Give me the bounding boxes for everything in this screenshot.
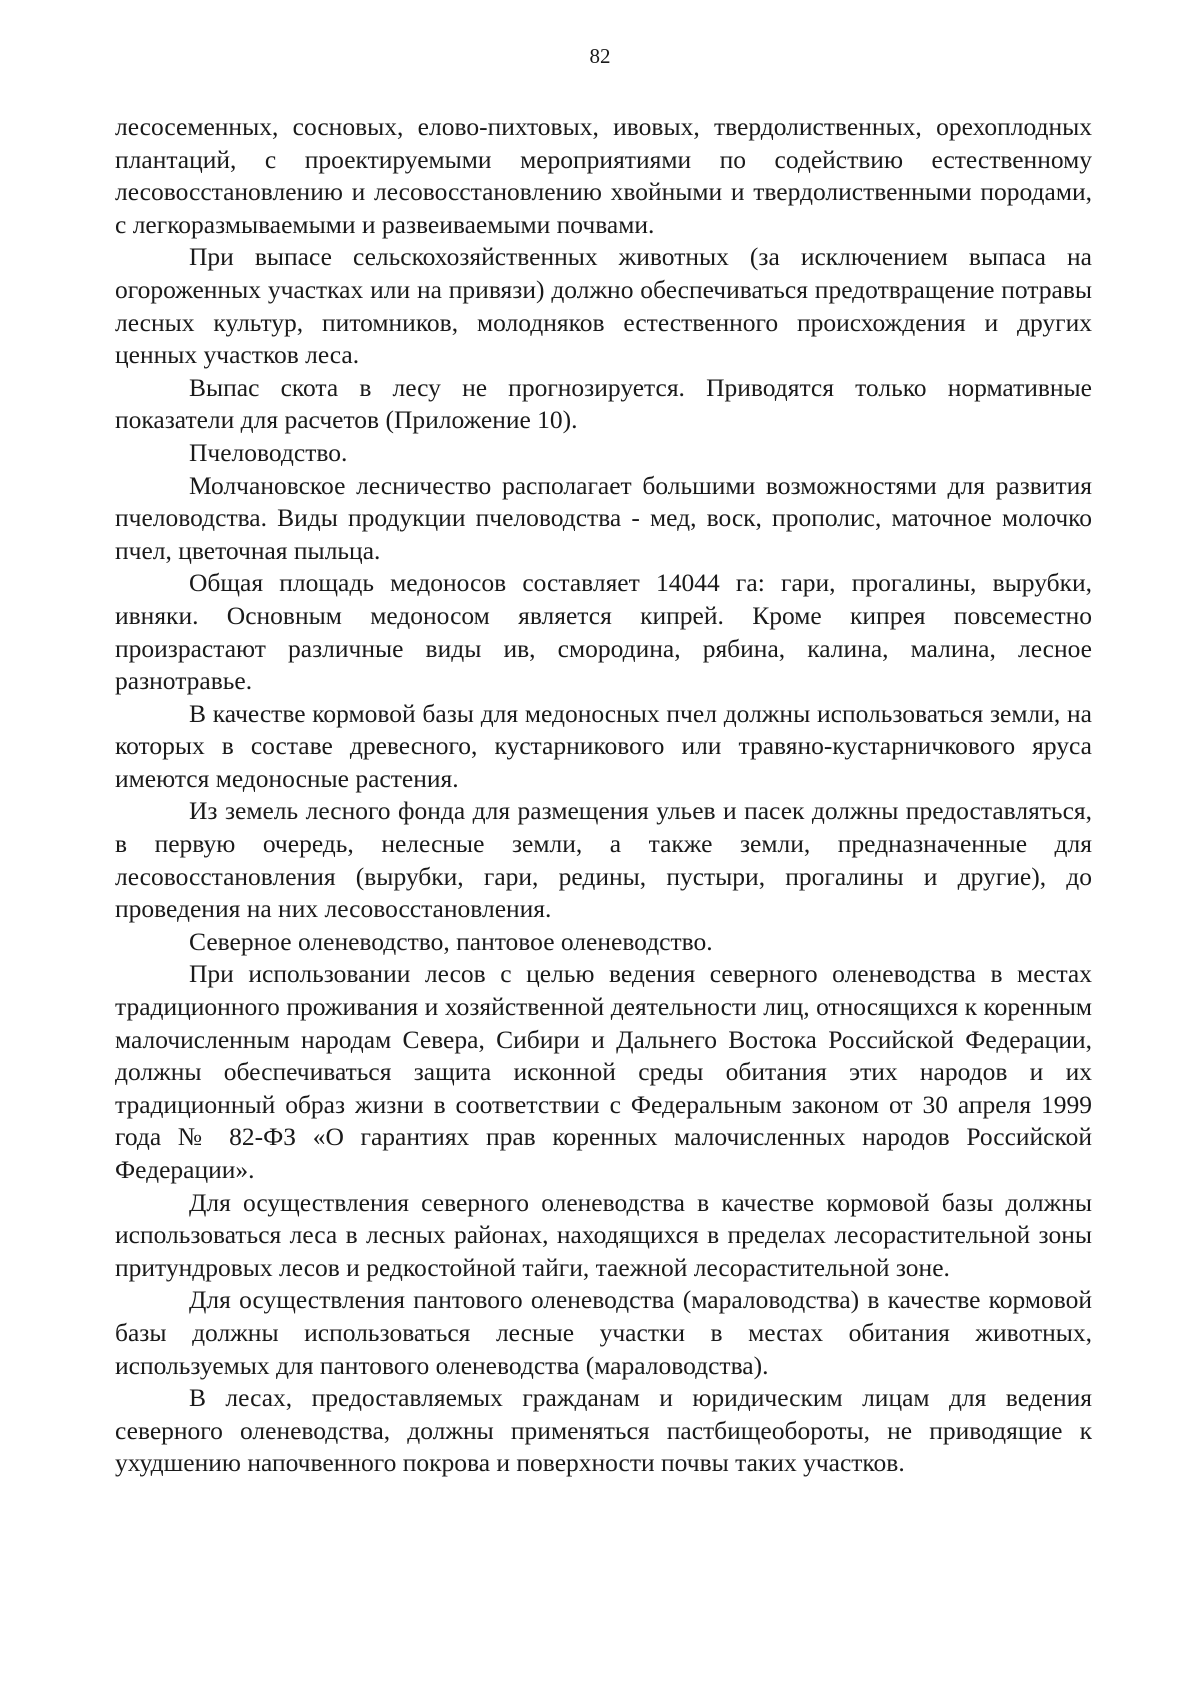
paragraph-grazing-rules: При выпасе сельскохозяйственных животных (за исключением выпаса на огороженных участках или на привязи) должно обеспечиваться предотвращение потравы лесных культур, питомников, молодняков естественного происхождения и других ценных участков леса.	[115, 242, 1092, 370]
paragraph-honey-plants-area: Общая площадь медоносов составляет 14044 га: гари, прогалины, вырубки, ивняки. Основным медоносом является кипрей. Кроме кипрея повсеместно произрастают различные виды ив, смородина, рябина, калина, малина, лесное разнотравье.	[115, 568, 1092, 696]
paragraph-antler-deer-forage: Для осуществления пантового оленеводства (мараловодства) в качестве кормовой базы должны использоваться лесные участки в местах обитания животных, используемых для пантового оленеводства (мараловодства).	[115, 1285, 1092, 1380]
paragraph-reindeer-indigenous: При использовании лесов с целью ведения северного оленеводства в местах традиционного проживания и хозяйственной деятельности лиц, относящихся к коренным малочисленным народам Севера, Сибири и Дальнего Востока Российской Федерации, должны обеспечиваться защита исконной среды обитания этих народов и их традиционный образ жизни в соответствии с Федеральным законом от 30 апреля 1999 года № 82-ФЗ «О гарантиях прав коренных малочисленных народов Российской Федерации».	[115, 959, 1092, 1184]
paragraph-hive-placement: Из земель лесного фонда для размещения ульев и пасек должны предоставляться, в первую очередь, нелесные земли, а также земли, предназначенные для лесовосстановления (вырубки, гари, редины, пустыри, прогалины и другие), до проведения на них лесовосстановления.	[115, 796, 1092, 924]
paragraph-pasture-rotation: В лесах, предоставляемых гражданам и юридическим лицам для ведения северного оленеводства, должны применяться пастбищеобороты, не приводящие к ухудшению напочвенного покрова и поверхности почвы таких участков.	[115, 1383, 1092, 1478]
page-number: 82	[589, 44, 611, 68]
paragraph-continuation: лесосеменных, сосновых, елово-пихтовых, ивовых, твердолиственных, орехоплодных плантаций, с проектируемыми мероприятиями по содействию естественному лесовосстановлению и лесовосстановлению хвойными и твердолиственными породами, с легкоразмываемыми и развеиваемыми почвами.	[115, 112, 1092, 239]
document-body	[115, 111, 1092, 1480]
section-heading-reindeer: Северное оленеводство, пантовое оленеводство.	[189, 926, 713, 956]
paragraph-forage-base-bees: В качестве кормовой базы для медоносных пчел должны использоваться земли, на которых в составе древесного, кустарникового или травяно-кустарничкового яруса имеются медоносные растения.	[115, 698, 1092, 793]
section-heading-beekeeping: Пчеловодство.	[189, 437, 348, 467]
paragraph-beekeeping-potential: Молчановское лесничество располагает большими возможностями для развития пчеловодства. Виды продукции пчеловодства - мед, воск, прополис, маточное молочко пчел, цветочная пыльца.	[115, 470, 1092, 565]
paragraph-grazing-forecast: Выпас скота в лесу не прогнозируется. Приводятся только нормативные показатели для расчетов (Приложение 10).	[115, 372, 1092, 435]
paragraph-reindeer-forage: Для осуществления северного оленеводства в качестве кормовой базы должны использоваться леса в лесных районах, находящихся в пределах лесорастительной зоны притундровых лесов и редкостойной тайги, таежной лесорастительной зоне.	[115, 1187, 1092, 1282]
